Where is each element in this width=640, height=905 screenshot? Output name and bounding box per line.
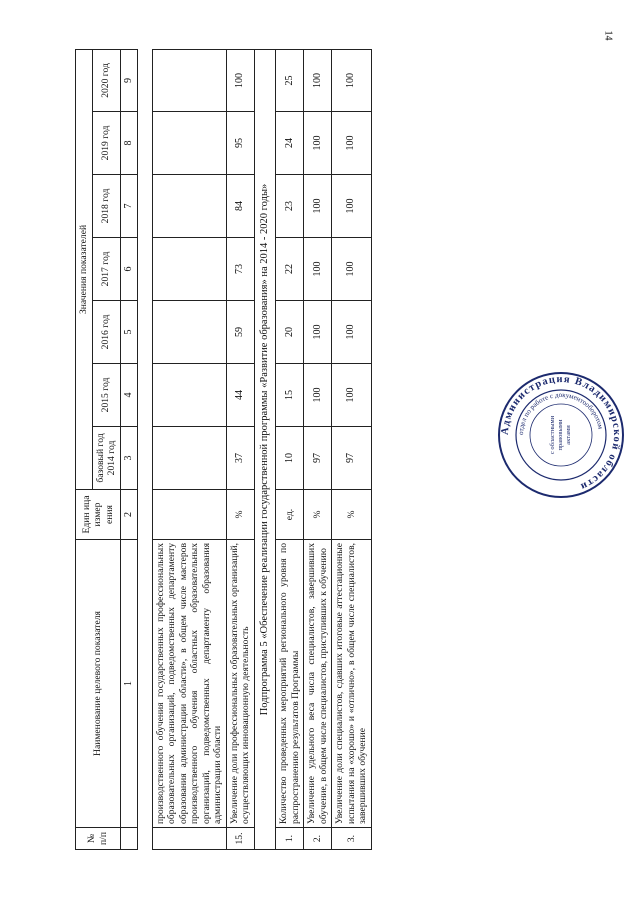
row-number <box>152 828 226 850</box>
column-index-7: 7 <box>120 175 137 238</box>
column-index-5: 5 <box>120 301 137 364</box>
row-number: 2. <box>304 828 332 850</box>
indicator-value <box>152 364 226 427</box>
header-values-group: Значения показателей <box>76 49 93 489</box>
indicator-name: производственного обучения государственных профессиональных образовательных организаций, подведомственных департаменту образования администрации области», в общем числе мастеров производственного обучения областных образовательных организаций, подведомственных департаменту образования администрации области <box>152 540 226 828</box>
indicator-value: 100 <box>332 112 372 175</box>
indicator-unit: % <box>332 490 372 540</box>
header-year-0: базовый год 2014 год <box>92 427 120 490</box>
indicator-value <box>152 301 226 364</box>
indicator-name: Увеличение удельного веса числа специалистов, завершивших обучение, в общем числе специалистов, приступивших к обучению <box>304 540 332 828</box>
header-year-4: 2018 год <box>92 175 120 238</box>
header-name: Наименование целевого показателя <box>76 540 121 828</box>
svg-text:отдел по работе с документообо: отдел по работе с документооборотом <box>516 390 605 436</box>
indicator-unit <box>152 490 226 540</box>
indicator-value <box>152 238 226 301</box>
header-unit: Един ица измер ения <box>76 490 121 540</box>
subprogram-title: Подпрограмма 5 «Обеспечение реализации государственной программы «Развитие образования» на 2014 - 2020 годы» <box>254 50 276 850</box>
table-row <box>304 50 332 850</box>
indicator-value: 100 <box>304 301 332 364</box>
indicator-value: 15 <box>276 364 304 427</box>
indicator-value: 73 <box>226 238 254 301</box>
page-number: 14 <box>602 30 614 41</box>
indicator-value: 100 <box>226 50 254 112</box>
indicator-unit: % <box>226 490 254 540</box>
indicator-value: 44 <box>226 364 254 427</box>
indicator-value: 20 <box>276 301 304 364</box>
row-number: 3. <box>332 828 372 850</box>
indicator-value: 97 <box>304 427 332 490</box>
column-index-0 <box>120 828 137 850</box>
indicators-body-table <box>152 49 372 850</box>
indicator-value: 84 <box>226 175 254 238</box>
indicator-value: 24 <box>276 112 304 175</box>
header-year-5: 2019 год <box>92 112 120 175</box>
indicator-value <box>152 175 226 238</box>
column-index-9: 9 <box>120 49 137 111</box>
column-index-2: 2 <box>120 490 137 540</box>
column-index-3: 3 <box>120 427 137 490</box>
svg-text:Администрация Владимирской обл: Администрация Владимирской области <box>499 373 623 493</box>
column-index-6: 6 <box>120 238 137 301</box>
header-num: № п/п <box>76 828 121 850</box>
indicator-value: 100 <box>332 364 372 427</box>
indicator-value: 100 <box>304 238 332 301</box>
header-year-6: 2020 год <box>92 49 120 111</box>
official-seal <box>496 370 626 500</box>
indicator-unit: % <box>304 490 332 540</box>
column-index-row <box>120 49 137 849</box>
seal-center-text: с областнымиправовымиактами <box>549 415 572 455</box>
row-number: 15. <box>226 828 254 850</box>
indicator-value <box>152 427 226 490</box>
header-year-1: 2015 год <box>92 364 120 427</box>
header-year-3: 2017 год <box>92 238 120 301</box>
column-index-8: 8 <box>120 112 137 175</box>
indicator-value: 100 <box>332 175 372 238</box>
indicator-value: 100 <box>304 364 332 427</box>
indicator-name: Количество проведенных мероприятий регионального уровня по распространению результатов Программы <box>276 540 304 828</box>
header-year-2: 2016 год <box>92 301 120 364</box>
row-number: 1. <box>276 828 304 850</box>
indicator-value: 95 <box>226 112 254 175</box>
indicator-unit: ед. <box>276 490 304 540</box>
indicator-value: 100 <box>304 50 332 112</box>
indicators-table <box>75 49 138 850</box>
indicator-value: 100 <box>332 238 372 301</box>
header-row-1 <box>76 49 93 849</box>
indicator-value <box>152 50 226 112</box>
indicator-value: 100 <box>332 50 372 112</box>
column-index-4: 4 <box>120 364 137 427</box>
subprogram-row <box>254 50 276 850</box>
table-row <box>332 50 372 850</box>
indicator-value: 25 <box>276 50 304 112</box>
column-index-1: 1 <box>120 540 137 828</box>
indicator-name: Увеличение доли профессиональных образовательных организаций, осуществляющих инновационную деятельность <box>226 540 254 828</box>
table-row <box>226 50 254 850</box>
indicator-value <box>152 112 226 175</box>
indicator-value: 97 <box>332 427 372 490</box>
indicator-value: 23 <box>276 175 304 238</box>
table-row <box>276 50 304 850</box>
indicator-value: 37 <box>226 427 254 490</box>
indicator-value: 100 <box>332 301 372 364</box>
indicator-value: 100 <box>304 112 332 175</box>
indicator-value: 10 <box>276 427 304 490</box>
indicator-value: 59 <box>226 301 254 364</box>
indicator-value: 100 <box>304 175 332 238</box>
table-row <box>152 50 226 850</box>
indicator-value: 22 <box>276 238 304 301</box>
indicator-name: Увеличение доли специалистов, сдавших итоговые аттестационные испытания на «хорошо» и «отлично», в общем числе специалистов, завершивших обучение <box>332 540 372 828</box>
